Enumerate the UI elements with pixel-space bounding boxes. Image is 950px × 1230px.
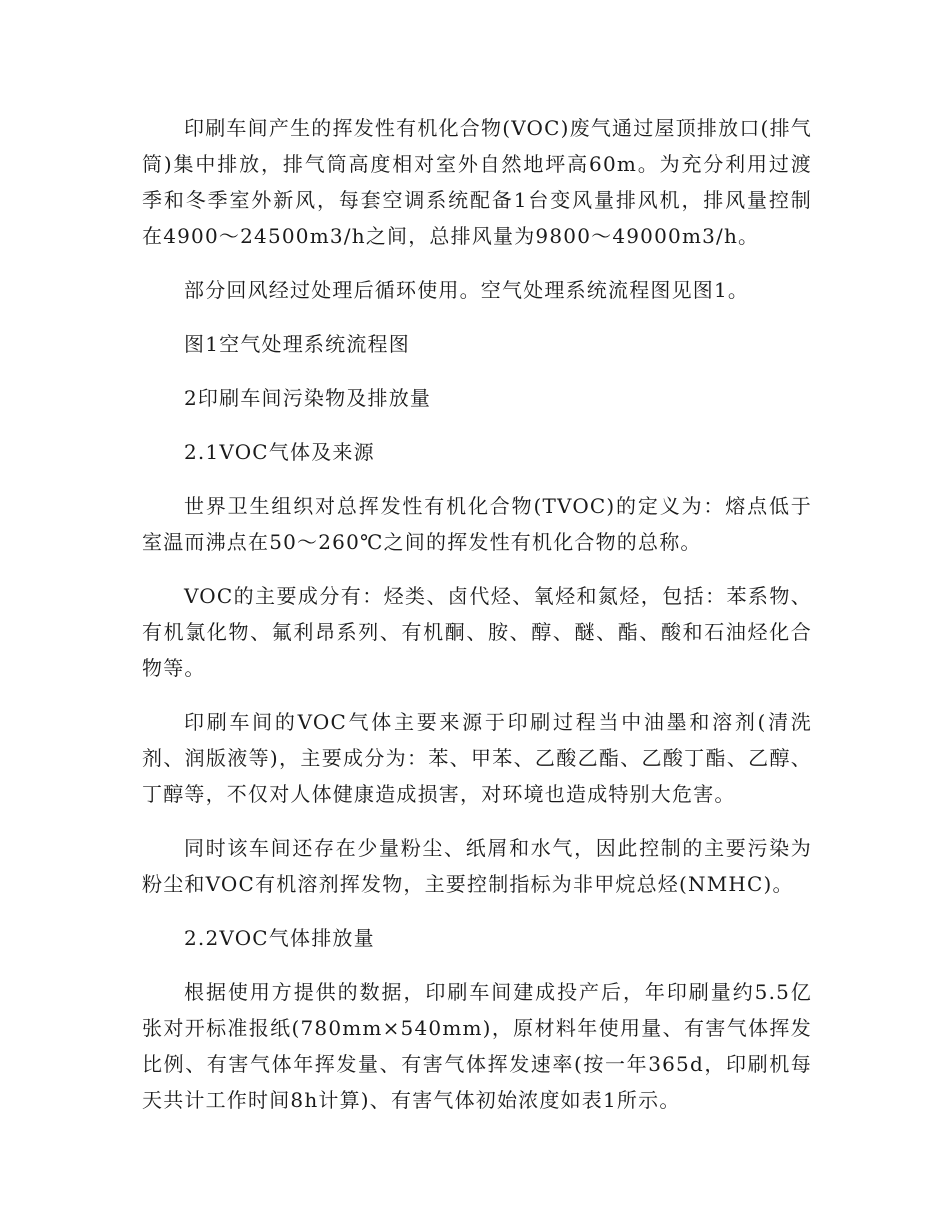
- section-heading-2-2: 2.2VOC气体排放量: [184, 926, 375, 950]
- document-page: [142, 110, 812, 1136]
- section-heading-2: 2印刷车间污染物及排放量: [184, 386, 432, 410]
- paragraph-emission-data: 根据使用方提供的数据，印刷车间建成投产后，年印刷量约5.5亿张对开标准报纸(780mm×540mm)，原材料年使用量、有害气体挥发比例、有害气体年挥发量、有害气体挥发速率(按一年365d，印刷机每天共计工作时间8h计算)、有害气体初始浓度如表1所示。: [142, 980, 812, 1112]
- paragraph-voc-components: VOC的主要成分有：烃类、卤代烃、氧烃和氮烃，包括：苯系物、有机氯化物、氟利昂系列、有机酮、胺、醇、醚、酯、酸和石油烃化合物等。: [142, 584, 812, 680]
- section-heading-2-1: 2.1VOC气体及来源: [184, 440, 375, 464]
- paragraph-pollution-control: 同时该车间还存在少量粉尘、纸屑和水气，因此控制的主要污染为粉尘和VOC有机溶剂挥发物，主要控制指标为非甲烷总烃(NMHC)。: [142, 836, 812, 896]
- paragraph-voc-sources: 印刷车间的VOC气体主要来源于印刷过程当中油墨和溶剂(清洗剂、润版液等)，主要成分为：苯、甲苯、乙酸乙酯、乙酸丁酯、乙醇、丁醇等，不仅对人体健康造成损害，对环境也造成特别大危害。: [142, 710, 812, 806]
- paragraph-tvoc-definition: 世界卫生组织对总挥发性有机化合物(TVOC)的定义为：熔点低于室温而沸点在50～260℃之间的挥发性有机化合物的总称。: [142, 494, 812, 554]
- paragraph-exhaust-system: 印刷车间产生的挥发性有机化合物(VOC)废气通过屋顶排放口(排气筒)集中排放，排气筒高度相对室外自然地坪高60m。为充分利用过渡季和冬季室外新风，每套空调系统配备1台变风量排风机，排风量控制在4900～24500m3/h之间，总排风量为9800～49000m3/h。: [142, 116, 812, 248]
- figure-caption: 图1空气处理系统流程图: [184, 332, 410, 356]
- paragraph-return-air: 部分回风经过处理后循环使用。空气处理系统流程图见图1。: [184, 278, 750, 302]
